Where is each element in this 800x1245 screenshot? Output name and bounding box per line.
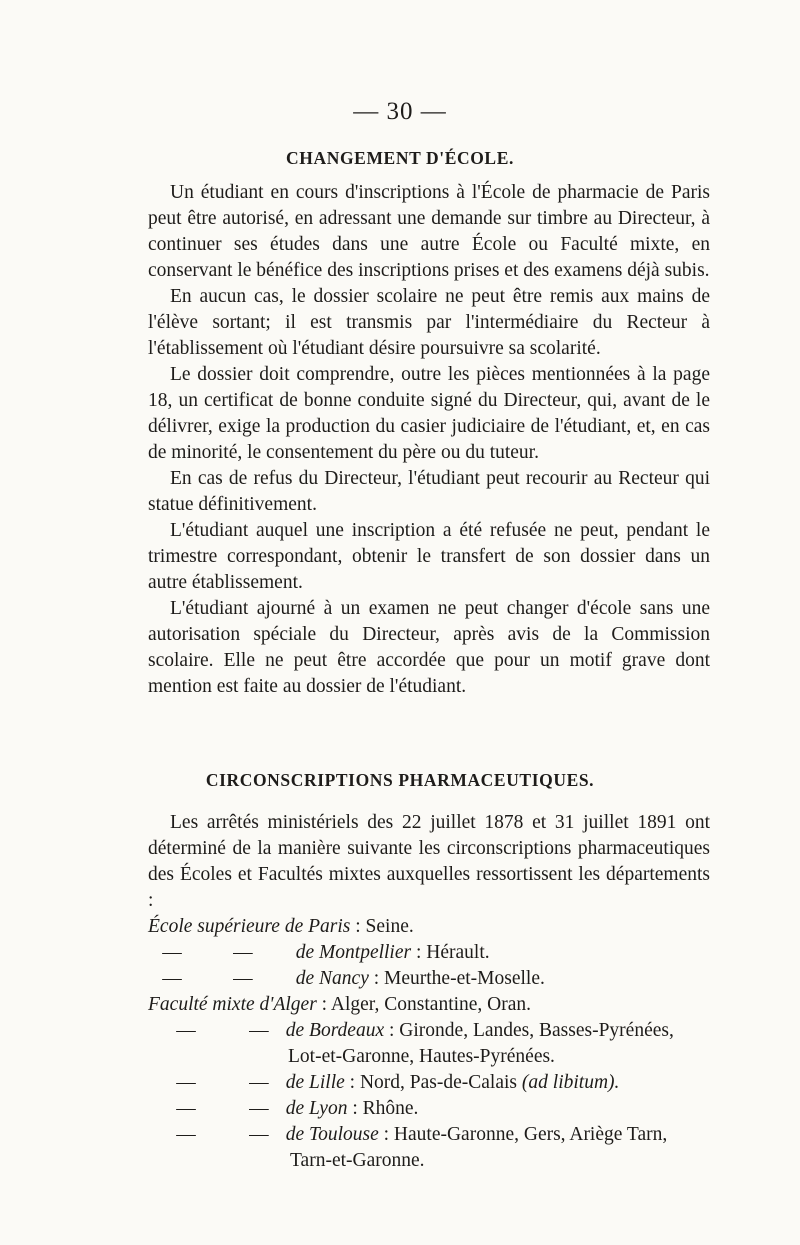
- paragraph: L'étudiant ajourné à un examen ne peut changer d'école sans une autorisation spéciale du Directeur, après avis de la Commission scolaire. Elle ne peut être accordée que pour un motif grave dont mention est faite au dossier de l'étudiant.: [148, 598, 710, 697]
- ditto-mark: —: [176, 1020, 196, 1041]
- list-item: [148, 1122, 718, 1148]
- departments: Alger, Constantine, Oran.: [330, 994, 532, 1015]
- list-item-continuation: [148, 1148, 718, 1174]
- city-name: de Nancy: [295, 968, 369, 989]
- city-name: de Bordeaux: [285, 1020, 385, 1041]
- section-title-circonscriptions: CIRCONSCRIPTIONS PHARMACEUTIQUES.: [205, 770, 595, 790]
- city-name: de Lille: [285, 1072, 345, 1093]
- ditto-mark: —: [249, 1098, 269, 1119]
- list-item: [148, 1070, 718, 1096]
- section-title-changement: CHANGEMENT D'ÉCOLE.: [286, 148, 514, 168]
- city-name: de Paris: [284, 916, 351, 937]
- ditto-mark: —: [176, 1072, 196, 1093]
- separator: :: [373, 968, 380, 989]
- list-item: [148, 966, 718, 992]
- separator: :: [349, 1072, 356, 1093]
- school-type-label: Faculté mixte: [148, 994, 255, 1015]
- ditto-mark: —: [233, 968, 253, 989]
- departments: Tarn-et-Garonne.: [290, 1150, 425, 1171]
- paragraph: Le dossier doit comprendre, outre les pièces mentionnées à la page 18, un certificat de bonne conduite signé du Directeur, qui, avant de le délivrer, exige la production du casier judiciaire de l'étudiant, et, en cas de minorité, le consentement du père ou du tuteur.: [148, 364, 710, 463]
- ditto-mark: —: [162, 942, 182, 963]
- city-name: d'Alger: [259, 994, 317, 1015]
- departments: Gironde, Landes, Basses-Pyrénées,: [399, 1020, 674, 1041]
- departments: Haute-Garonne, Gers, Ariège Tarn,: [393, 1124, 668, 1145]
- ditto-mark: —: [233, 942, 253, 963]
- separator: :: [389, 1020, 395, 1041]
- separator: :: [321, 994, 328, 1015]
- paragraph: L'étudiant auquel une inscription a été refusée ne peut, pendant le trimestre correspondant, obtenir le transfert de son dossier dans un autre établissement.: [148, 520, 710, 593]
- ditto-mark: —: [249, 1072, 269, 1093]
- departments: Lot-et-Garonne, Hautes-Pyrénées.: [288, 1046, 555, 1067]
- section-body-changement: [148, 180, 710, 700]
- city-name: de Montpellier: [295, 942, 412, 963]
- list-item: [148, 992, 718, 1018]
- ditto-mark: —: [162, 968, 182, 989]
- note: (ad libitum).: [521, 1072, 620, 1093]
- separator: :: [415, 942, 422, 963]
- ditto-mark: —: [249, 1020, 269, 1041]
- list-item-continuation: [148, 1044, 718, 1070]
- paragraph: En aucun cas, le dossier scolaire ne peut être remis aux mains de l'élève sortant; il est transmis par l'intermédiaire du Recteur à l'établissement où l'étudiant désire poursuivre sa scolarité.: [148, 286, 710, 359]
- ditto-mark: —: [176, 1098, 196, 1119]
- city-name: de Toulouse: [285, 1124, 379, 1145]
- departments: Seine.: [365, 916, 414, 937]
- list-item: [148, 1018, 718, 1044]
- paragraph: En cas de refus du Directeur, l'étudiant peut recourir au Recteur qui statue définitivement.: [148, 468, 710, 515]
- departments: Meurthe-et-Moselle.: [384, 968, 545, 989]
- departments: Nord, Pas-de-Calais: [359, 1072, 518, 1093]
- list-item: [148, 1096, 718, 1122]
- paragraph: Les arrêtés ministériels des 22 juillet 1878 et 31 juillet 1891 ont déterminé de la manière suivante les circonscriptions pharmaceutiques des Écoles et Facultés mixtes auxquelles ressortissent les départements :: [148, 812, 710, 911]
- departments: Hérault.: [426, 942, 490, 963]
- page-number: — 30 —: [353, 98, 447, 125]
- list-item: [148, 940, 718, 966]
- school-type-label: École supérieure: [148, 916, 280, 937]
- departments: Rhône.: [362, 1098, 419, 1119]
- circonscriptions-list: [148, 914, 718, 1174]
- ditto-mark: —: [176, 1124, 196, 1145]
- list-item: [148, 914, 718, 940]
- section-intro-circonscriptions: [148, 810, 710, 914]
- ditto-mark: —: [249, 1124, 269, 1145]
- separator: :: [383, 1124, 390, 1145]
- separator: :: [355, 916, 361, 937]
- paragraph: Un étudiant en cours d'inscriptions à l'École de pharmacie de Paris peut être autorisé, en adressant une demande sur timbre au Directeur, à continuer ses études dans une autre École ou Faculté mixte, en conservant le bénéfice des inscriptions prises et des examens déjà subis.: [148, 182, 710, 281]
- separator: :: [352, 1098, 358, 1119]
- city-name: de Lyon: [285, 1098, 348, 1119]
